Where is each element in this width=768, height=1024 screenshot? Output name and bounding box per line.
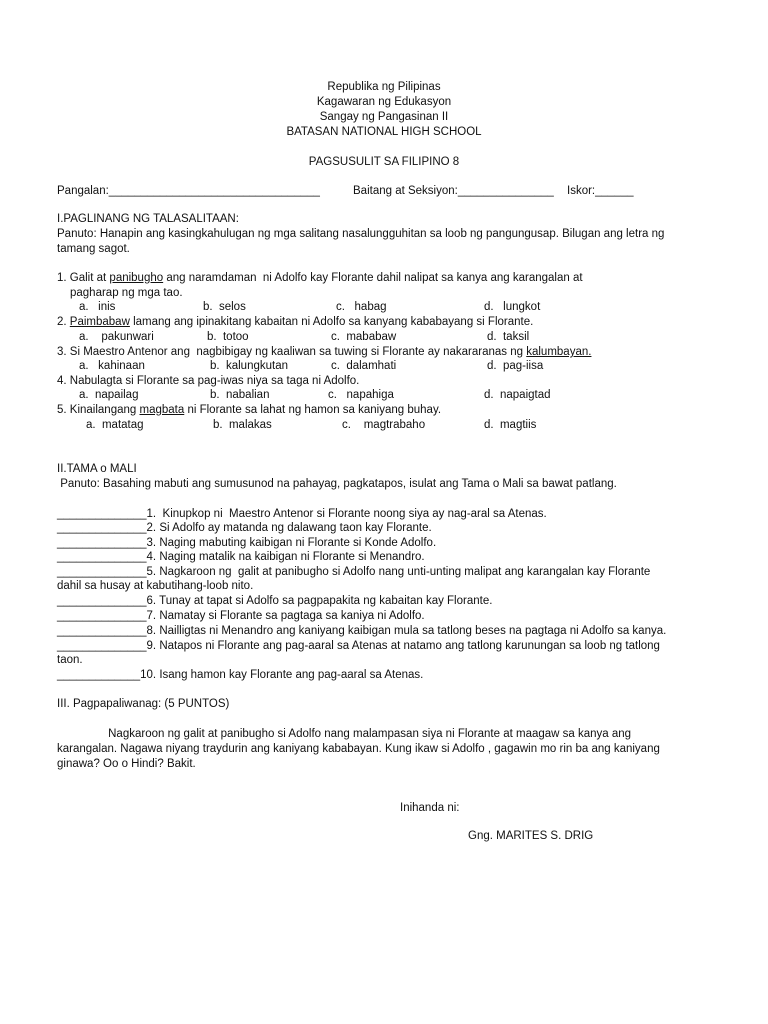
essay-prompt-line: ginawa? Oo o Hindi? Bakit. xyxy=(57,758,196,770)
question-3-option-b: b. kalungkutan xyxy=(210,360,289,372)
question-3-option-d: d. pag-iisa xyxy=(487,360,544,372)
true-false-item-continuation: dahil sa husay at kabutihang-loob nito. xyxy=(57,580,254,592)
true-false-item-continuation: taon. xyxy=(57,654,83,666)
underlined-word: magbata xyxy=(139,404,185,416)
section1-instructions-line1: Panuto: Hanapin ang kasingkahulugan ng mga salitang nasalungguhitan sa loob ng pangungusap. Bilugan ang letra ng xyxy=(57,228,665,240)
school-heading: BATASAN NATIONAL HIGH SCHOOL xyxy=(286,126,482,138)
question-2-option-d: d. taksil xyxy=(487,331,530,343)
republic-heading: Republika ng Pilipinas xyxy=(327,81,441,93)
teacher-name: Gng. MARITES S. DRIG xyxy=(468,830,594,842)
true-false-item: ______________8. Nailligtas ni Menandro ang kaniyang kaibigan mula sa tatlong beses na pagtaga ni Adolfo sa kanya. xyxy=(57,625,667,637)
question-3-option-c: c. dalamhati xyxy=(331,360,397,372)
section3-title: III. Pagpapaliwanag: (5 PUNTOS) xyxy=(57,698,230,710)
question-1-option-a: a. inis xyxy=(79,301,116,313)
question-2-option-c: c. mababaw xyxy=(331,331,397,343)
underlined-word: panibugho xyxy=(109,272,164,284)
question-1-option-b: b. selos xyxy=(203,301,246,313)
underlined-word: kalumbayan. xyxy=(526,346,592,358)
true-false-item: ______________7. Namatay si Florante sa pagtaga sa kaniya ni Adolfo. xyxy=(57,610,425,622)
department-heading: Kagawaran ng Edukasyon xyxy=(316,96,452,108)
true-false-item: ______________3. Naging mabuting kaibigan ni Florante si Konde Adolfo. xyxy=(57,537,437,549)
question-5-option-b: b. malakas xyxy=(213,419,272,431)
question-5: 5. Kinailangang magbata ni Florante sa lahat ng hamon sa kaniyang buhay. xyxy=(57,404,442,416)
question-3: 3. Si Maestro Antenor ang nagbibigay ng kaaliwan sa tuwing si Florante ay nakararanas ng kalumbayan. xyxy=(57,346,592,358)
question-5-option-d: d. magtiis xyxy=(484,419,537,431)
score-field: Iskor:______ xyxy=(567,185,634,197)
exam-title: PAGSUSULIT SA FILIPINO 8 xyxy=(308,156,460,168)
question-4-option-d: d. napaigtad xyxy=(484,389,551,401)
true-false-item: ______________1. Kinupkop ni Maestro Antenor si Florante noong siya ay nag-aral sa Atenas. xyxy=(57,508,547,520)
true-false-item: ______________5. Nagkaroon ng galit at panibugho si Adolfo nang unti-unting malipat ang karangalan kay Florante xyxy=(57,566,651,578)
question-2: 2. Paimbabaw lamang ang ipinakitang kabaitan ni Adolfo sa kanyang kababayang si Florante. xyxy=(57,316,534,328)
question-5-option-c: c. magtrabaho xyxy=(342,419,426,431)
true-false-item: ______________2. Si Adolfo ay matanda ng dalawang taon kay Florante. xyxy=(57,522,432,534)
underlined-word: Paimbabaw xyxy=(69,316,130,328)
division-heading: Sangay ng Pangasinan II xyxy=(319,111,449,123)
section2-title: II.TAMA o MALI xyxy=(57,463,137,475)
true-false-item: ______________4. Naging matalik na kaibigan ni Florante si Menandro. xyxy=(57,551,425,563)
grade-section-field: Baitang at Seksiyon:_______________ xyxy=(353,185,554,197)
question-4-option-b: b. nabalian xyxy=(210,389,270,401)
name-field: Pangalan:_________________________________ xyxy=(57,185,320,197)
question-1: 1. Galit at panibugho ang naramdaman ni Adolfo kay Florante dahil nalipat sa kanya ang karangalan at xyxy=(57,272,583,284)
question-1-option-c: c. habag xyxy=(336,301,387,313)
question-4: 4. Nabulagta si Florante sa pag-iwas niya sa taga ni Adolfo. xyxy=(57,375,360,387)
question-4-option-a: a. napailag xyxy=(79,389,139,401)
essay-prompt-line: Nagkaroon ng galit at panibugho si Adolfo nang malampasan siya ni Florante at maagaw sa kanya ang xyxy=(57,728,632,740)
prepared-by-label: Inihanda ni: xyxy=(400,802,460,814)
essay-prompt-line: karangalan. Nagawa niyang traydurin ang kaniyang kababayan. Kung ikaw si Adolfo , gagawin mo rin ba ang kaniyang xyxy=(57,743,660,755)
question-1-continuation: pagharap ng mga tao. xyxy=(70,287,183,299)
section1-title: I.PAGLINANG NG TALASALITAAN: xyxy=(57,213,239,225)
question-3-option-a: a. kahinaan xyxy=(79,360,145,372)
true-false-item: ______________6. Tunay at tapat si Adolfo sa pagpapakita ng kabaitan kay Florante. xyxy=(57,595,493,607)
true-false-item: ______________9. Natapos ni Florante ang pag-aaral sa Atenas at natamo ang tatlong karunungan sa loob ng tatlong xyxy=(57,640,660,652)
section2-instructions: Panuto: Basahing mabuti ang sumusunod na pahayag, pagkatapos, isulat ang Tama o Mali sa bawat patlang. xyxy=(57,478,617,490)
section1-instructions-line2: tamang sagot. xyxy=(57,243,130,255)
question-2-option-a: a. pakunwari xyxy=(79,331,154,343)
question-2-option-b: b. totoo xyxy=(207,331,249,343)
true-false-item: _____________10. Isang hamon kay Florante ang pag-aaral sa Atenas. xyxy=(57,669,424,681)
question-4-option-c: c. napahiga xyxy=(328,389,394,401)
question-5-option-a: a. matatag xyxy=(86,419,144,431)
question-1-option-d: d. lungkot xyxy=(484,301,541,313)
